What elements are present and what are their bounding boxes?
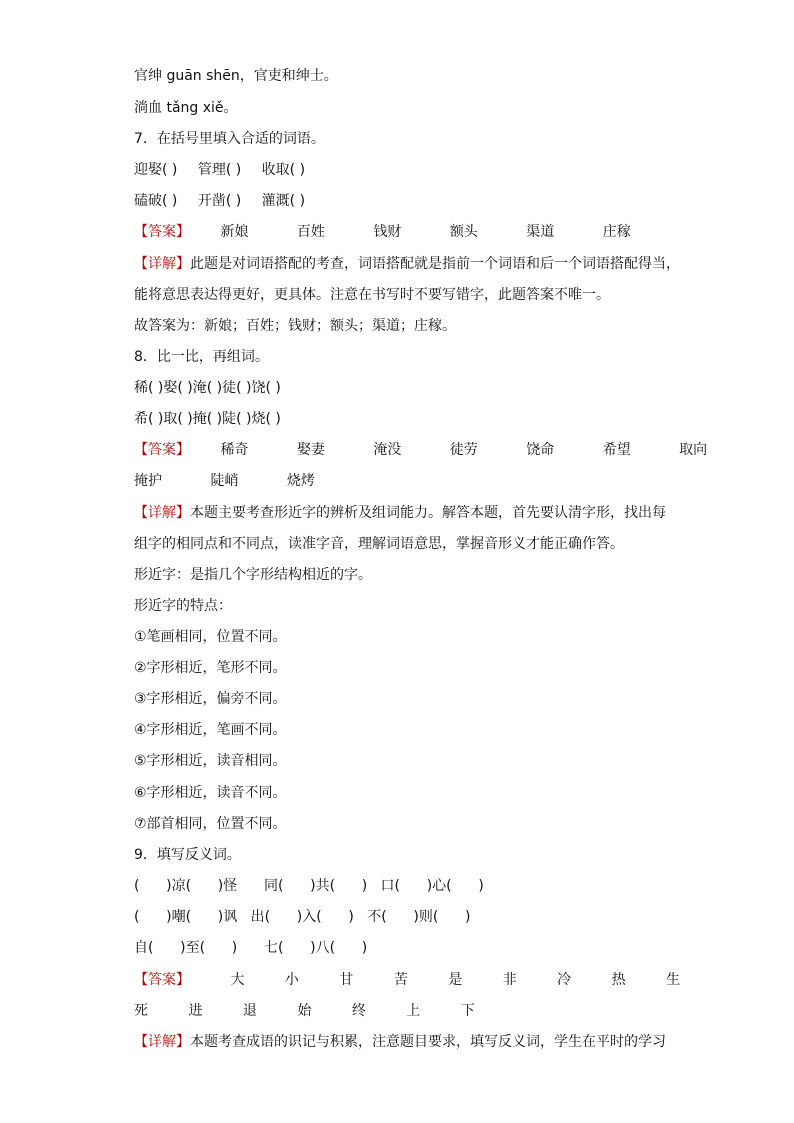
answer-word: 取向 — [679, 442, 708, 458]
question-9-row-2: ( )嘲( )讽 出( )入( ) 不( )则( ) — [134, 909, 471, 925]
detail-text: 本题考查成语的识记与积累，注意题目要求，填写反义词，学生在平时的学习 — [190, 1034, 666, 1050]
feature-point: ③字形相近，偏旁不同。 — [134, 691, 287, 707]
answer-word: 希望 — [602, 442, 631, 458]
question-7-row-2 — [134, 191, 305, 211]
answer-word: 始 — [297, 1003, 312, 1019]
answer-word: 饶命 — [526, 442, 555, 458]
feature-point: ②字形相近，笔形不同。 — [134, 660, 287, 676]
question-8-row-2 — [134, 409, 281, 429]
question-8-detail-1 — [134, 503, 666, 523]
blank-item: 娶( ) — [163, 380, 193, 396]
detail-tag: 【详解】 — [134, 1034, 190, 1050]
answer-word: 大 — [230, 972, 245, 988]
question-9-row-3: 自( )至( ) 七( )八( ) — [134, 940, 368, 956]
feature-point: ④字形相近，笔画不同。 — [134, 722, 287, 738]
feature-point: ⑥字形相近，读音不同。 — [134, 785, 287, 801]
answer-word: 淹没 — [373, 442, 402, 458]
answer-word: 冷 — [557, 972, 572, 988]
blank-item: 管理( ) — [197, 162, 242, 178]
answer-word: 苦 — [393, 972, 408, 988]
question-8-definition: 形近字：是指几个字形结构相近的字。 — [134, 567, 372, 583]
question-7-row-1 — [134, 160, 305, 180]
detail-tag: 【详解】 — [134, 505, 190, 521]
question-8-row-1 — [134, 378, 281, 398]
blank-item: 徒( ) — [222, 380, 252, 396]
detail-tag: 【详解】 — [134, 256, 190, 272]
answer-word: 渠道 — [526, 224, 555, 240]
answer-word: 生 — [666, 972, 681, 988]
answer-word: 庄稼 — [602, 224, 631, 240]
answer-tag: 【答案】 — [134, 224, 190, 240]
text-line-guanshen: 官绅 guān shēn，官吏和绅士。 — [134, 68, 338, 84]
feature-point: ⑦部首相同，位置不同。 — [134, 816, 287, 832]
question-9-title: 9．填写反义词。 — [134, 847, 241, 863]
question-7-title: 7．在括号里填入合适的词语。 — [134, 131, 325, 147]
answer-tag: 【答案】 — [134, 442, 190, 458]
question-7-answer — [134, 222, 631, 242]
answer-word: 徒劳 — [449, 442, 478, 458]
blank-item: 开凿( ) — [197, 193, 242, 209]
answer-word: 终 — [351, 1003, 366, 1019]
answer-word: 甘 — [339, 972, 354, 988]
answer-word: 新娘 — [220, 224, 249, 240]
blank-item: 迎娶( ) — [134, 162, 178, 178]
detail-text: 此题是对词语搭配的考查，词语搭配就是指前一个词语和后一个词语搭配得当， — [190, 256, 680, 272]
question-7-detail-2: 能将意思表达得更好，更具体。注意在书写时不要写错字，此题答案不唯一。 — [134, 287, 610, 303]
blank-item: 饶( ) — [251, 380, 281, 396]
blank-item: 收取( ) — [261, 162, 306, 178]
answer-word: 娶妻 — [296, 442, 325, 458]
answer-word: 陡峭 — [210, 473, 239, 489]
question-9-answer-1 — [134, 970, 680, 990]
blank-item: 烧( ) — [251, 411, 281, 427]
answer-word: 钱财 — [373, 224, 402, 240]
answer-word: 上 — [406, 1003, 421, 1019]
answer-word: 进 — [188, 1003, 203, 1019]
feature-point: ①笔画相同，位置不同。 — [134, 629, 287, 645]
blank-item: 陡( ) — [222, 411, 252, 427]
blank-item: 希( ) — [134, 411, 164, 427]
answer-word: 非 — [502, 972, 517, 988]
question-8-title: 8．比一比，再组词。 — [134, 349, 269, 365]
answer-tag: 【答案】 — [134, 972, 190, 988]
question-8-answer-2 — [134, 471, 359, 491]
blank-item: 稀( ) — [134, 380, 164, 396]
question-8-features-heading: 形近字的特点： — [134, 598, 232, 614]
answer-word: 掩护 — [134, 473, 162, 489]
blank-item: 取( ) — [163, 411, 193, 427]
answer-word: 稀奇 — [220, 442, 249, 458]
question-9-detail-1 — [134, 1032, 666, 1052]
question-7-detail-1 — [134, 254, 680, 274]
blank-item: 掩( ) — [192, 411, 223, 427]
answer-word: 百姓 — [296, 224, 325, 240]
answer-word: 额头 — [449, 224, 478, 240]
question-8-answer-1 — [134, 440, 707, 460]
text-line-tangxie: 淌血 tǎng xiě。 — [134, 100, 238, 116]
blank-item: 淹( ) — [192, 380, 223, 396]
detail-text: 本题主要考查形近字的辨析及组词能力。解答本题，首先要认清字形，找出每 — [190, 505, 666, 521]
question-7-result: 故答案为：新娘；百姓；钱财；额头；渠道；庄稼。 — [134, 318, 456, 334]
answer-word: 热 — [611, 972, 626, 988]
blank-item: 磕破( ) — [134, 193, 178, 209]
answer-word: 死 — [134, 1003, 148, 1019]
answer-word: 小 — [284, 972, 299, 988]
question-9-answer-2 — [134, 1001, 511, 1021]
question-9-row-1: ( )凉( )怪 同( )共( ) 口( )心( ) — [134, 878, 484, 894]
answer-word: 烧烤 — [286, 473, 315, 489]
feature-point: ⑤字形相近，读音相同。 — [134, 753, 287, 769]
answer-word: 下 — [460, 1003, 475, 1019]
answer-word: 是 — [448, 972, 463, 988]
blank-item: 灌溉( ) — [261, 193, 306, 209]
question-8-detail-2: 组字的相同点和不同点，读准字音，理解词语意思，掌握音形义才能正确作答。 — [134, 536, 624, 552]
answer-word: 退 — [242, 1003, 257, 1019]
